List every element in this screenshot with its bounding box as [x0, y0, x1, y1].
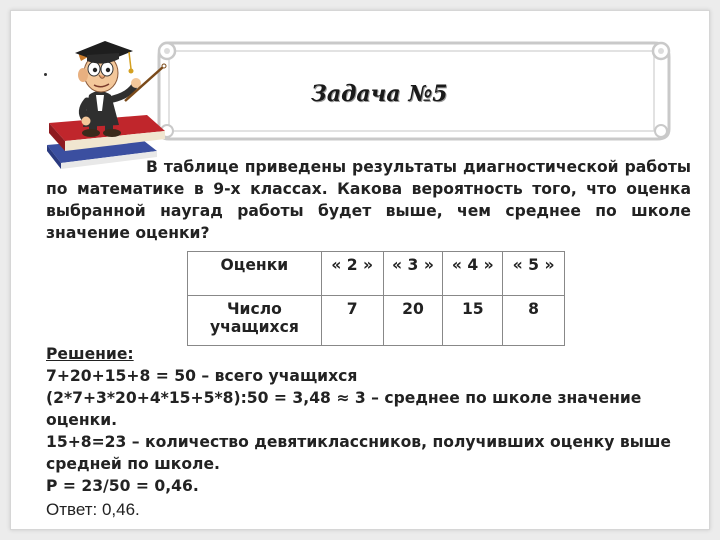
- table-header-cell: « 5 »: [503, 252, 565, 296]
- table-cell: Число учащихся: [188, 296, 322, 346]
- table-row: [188, 296, 565, 346]
- results-table: [187, 251, 565, 346]
- table-header-cell: « 3 »: [383, 252, 443, 296]
- solution-line: (2*7+3*20+4*15+5*8):50 = 3,48 ≈ 3 – среднее по школе значение оценки.: [46, 389, 642, 429]
- table-cell: 15: [443, 296, 503, 346]
- table-cell: 8: [503, 296, 565, 346]
- table-header-row: [188, 252, 565, 296]
- page-title: Задача №5: [311, 81, 448, 107]
- bullet-dot: [44, 73, 47, 76]
- solution-block: [46, 343, 696, 521]
- solution-label: Решение:: [46, 345, 134, 363]
- problem-statement: [46, 156, 691, 244]
- professor-mascot-icon: [39, 25, 174, 175]
- solution-line: P = 23/50 = 0,46.: [46, 477, 199, 495]
- table-cell: 20: [383, 296, 443, 346]
- table-header-cell: « 2 »: [321, 252, 383, 296]
- table-header-cell: « 4 »: [443, 252, 503, 296]
- table-header-cell: Оценки: [188, 252, 322, 296]
- solution-line: 7+20+15+8 = 50 – всего учащихся: [46, 367, 358, 385]
- slide: [10, 10, 710, 530]
- solution-line: 15+8=23 – количество девятиклассников, получивших оценку выше средней по школе.: [46, 433, 671, 473]
- table-cell: 7: [321, 296, 383, 346]
- answer-text: Ответ: 0,46.: [46, 500, 140, 519]
- problem-text: В таблице приведены результаты диагностической работы по математике в 9-х классах. Какова вероятность того, что оценка выбранной наугад работы будет выше, чем среднее по школе значение оценки?: [46, 158, 691, 242]
